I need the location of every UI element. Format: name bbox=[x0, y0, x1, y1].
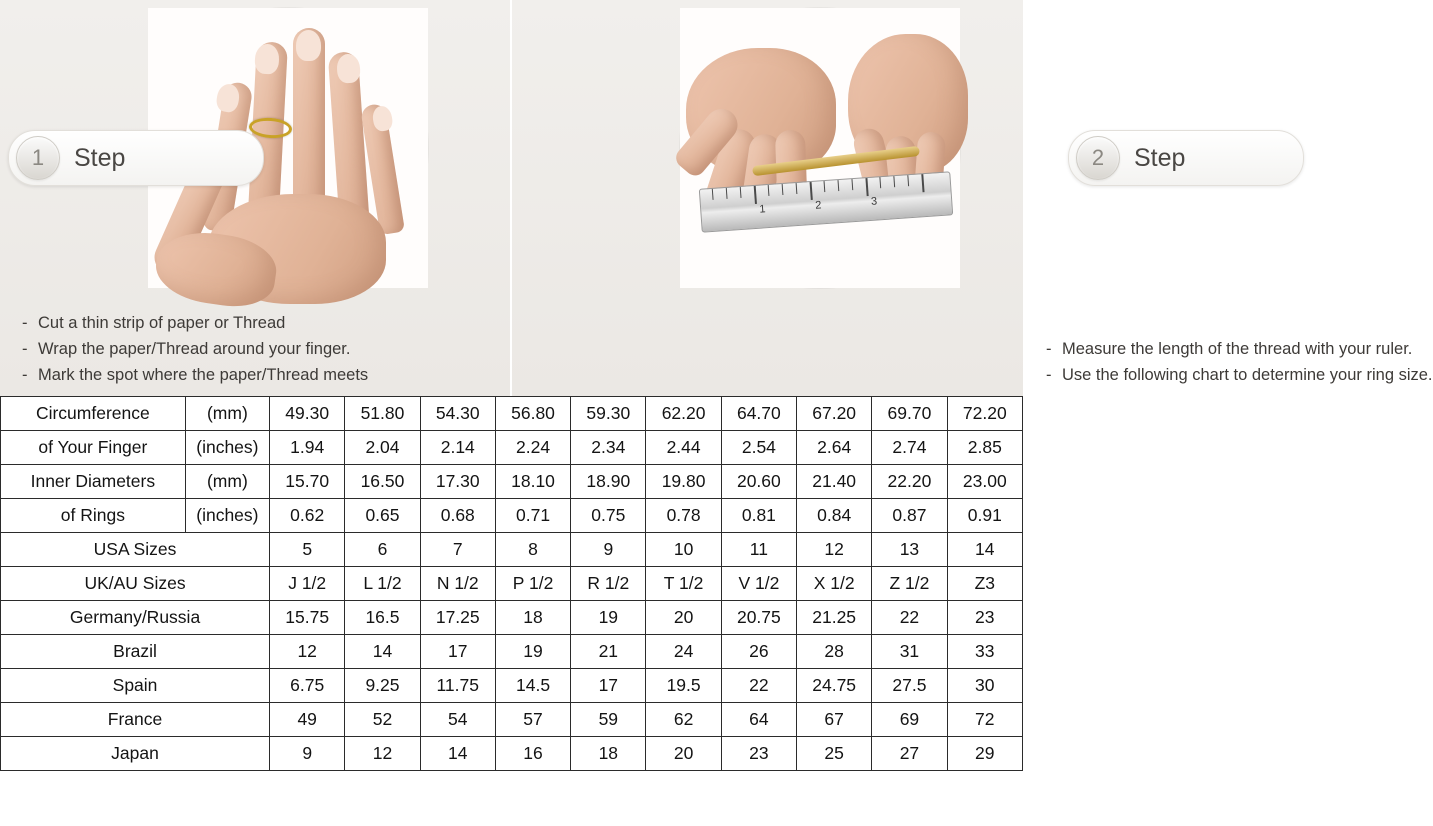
cell: L 1/2 bbox=[345, 567, 420, 601]
table-row bbox=[1, 397, 1023, 431]
instruction-item: - Mark the spot where the paper/Thread meets bbox=[22, 366, 369, 384]
cell: 14.5 bbox=[495, 669, 570, 703]
cell: 33 bbox=[947, 635, 1022, 669]
cell: 52 bbox=[345, 703, 420, 737]
cell: 18 bbox=[571, 737, 646, 771]
row-label: Circumference bbox=[1, 397, 186, 431]
cell: 59 bbox=[571, 703, 646, 737]
cell: 0.84 bbox=[797, 499, 872, 533]
cell: 2.44 bbox=[646, 431, 721, 465]
ruler-mark: 3 bbox=[870, 195, 878, 208]
cell: 2.24 bbox=[495, 431, 570, 465]
row-label: Spain bbox=[1, 669, 270, 703]
cell: 25 bbox=[797, 737, 872, 771]
cell: 2.14 bbox=[420, 431, 495, 465]
cell: 14 bbox=[345, 635, 420, 669]
cell: 8 bbox=[495, 533, 570, 567]
cell: P 1/2 bbox=[495, 567, 570, 601]
cell: T 1/2 bbox=[646, 567, 721, 601]
cell: 20.75 bbox=[721, 601, 796, 635]
cell: 17.25 bbox=[420, 601, 495, 635]
cell: 2.34 bbox=[571, 431, 646, 465]
cell: Z 1/2 bbox=[872, 567, 947, 601]
cell: 17 bbox=[571, 669, 646, 703]
row-label: UK/AU Sizes bbox=[1, 567, 270, 601]
cell: 0.71 bbox=[495, 499, 570, 533]
instruction-item: - Wrap the paper/Thread around your finger. bbox=[22, 340, 351, 358]
table-row bbox=[1, 431, 1023, 465]
row-label: USA Sizes bbox=[1, 533, 270, 567]
ruler-mark: 2 bbox=[814, 199, 822, 212]
cell: J 1/2 bbox=[270, 567, 345, 601]
cell: 1.94 bbox=[270, 431, 345, 465]
cell: 0.65 bbox=[345, 499, 420, 533]
table-row bbox=[1, 499, 1023, 533]
cell: 19.5 bbox=[646, 669, 721, 703]
step-2-panel bbox=[510, 0, 1433, 396]
table-row bbox=[1, 669, 1023, 703]
cell: 12 bbox=[345, 737, 420, 771]
cell: 27.5 bbox=[872, 669, 947, 703]
cell: 22.20 bbox=[872, 465, 947, 499]
cell: 69 bbox=[872, 703, 947, 737]
cell: 17 bbox=[420, 635, 495, 669]
cell: 30 bbox=[947, 669, 1022, 703]
cell: 16.50 bbox=[345, 465, 420, 499]
cell: 2.85 bbox=[947, 431, 1022, 465]
cell: 11.75 bbox=[420, 669, 495, 703]
cell: 22 bbox=[721, 669, 796, 703]
cell: 21 bbox=[571, 635, 646, 669]
row-unit: (mm) bbox=[185, 397, 269, 431]
row-unit: (mm) bbox=[185, 465, 269, 499]
cell: N 1/2 bbox=[420, 567, 495, 601]
cell: 62.20 bbox=[646, 397, 721, 431]
step-1-instructions bbox=[22, 310, 368, 388]
cell: 54.30 bbox=[420, 397, 495, 431]
table-row bbox=[1, 703, 1023, 737]
instruction-item: - Measure the length of the thread with your ruler. bbox=[1046, 340, 1413, 358]
cell: 62 bbox=[646, 703, 721, 737]
cell: 17.30 bbox=[420, 465, 495, 499]
cell: 15.70 bbox=[270, 465, 345, 499]
instruction-item: - Use the following chart to determine your ring size. bbox=[1046, 366, 1433, 384]
cell: 9.25 bbox=[345, 669, 420, 703]
cell: 12 bbox=[797, 533, 872, 567]
cell: 5 bbox=[270, 533, 345, 567]
row-label: Germany/Russia bbox=[1, 601, 270, 635]
cell: 12 bbox=[270, 635, 345, 669]
cell: 0.78 bbox=[646, 499, 721, 533]
row-label: of Rings bbox=[1, 499, 186, 533]
cell: 20.60 bbox=[721, 465, 796, 499]
table-row bbox=[1, 635, 1023, 669]
cell: 16 bbox=[495, 737, 570, 771]
step-1-panel bbox=[0, 0, 510, 396]
cell: 59.30 bbox=[571, 397, 646, 431]
table-row bbox=[1, 465, 1023, 499]
ruler-mark: 1 bbox=[758, 203, 766, 216]
cell: R 1/2 bbox=[571, 567, 646, 601]
row-unit: (inches) bbox=[185, 499, 269, 533]
cell: 29 bbox=[947, 737, 1022, 771]
row-label: France bbox=[1, 703, 270, 737]
table-row bbox=[1, 601, 1023, 635]
cell: 64.70 bbox=[721, 397, 796, 431]
row-label: of Your Finger bbox=[1, 431, 186, 465]
instruction-item: - Cut a thin strip of paper or Thread bbox=[22, 314, 286, 332]
cell: 31 bbox=[872, 635, 947, 669]
cell: 16.5 bbox=[345, 601, 420, 635]
hand-measuring-thread-with-ruler-photo bbox=[680, 8, 960, 288]
cell: 23.00 bbox=[947, 465, 1022, 499]
cell: 20 bbox=[646, 737, 721, 771]
cell: 6 bbox=[345, 533, 420, 567]
cell: X 1/2 bbox=[797, 567, 872, 601]
cell: 15.75 bbox=[270, 601, 345, 635]
cell: 0.91 bbox=[947, 499, 1022, 533]
cell: V 1/2 bbox=[721, 567, 796, 601]
cell: 14 bbox=[420, 737, 495, 771]
cell: 49 bbox=[270, 703, 345, 737]
cell: 14 bbox=[947, 533, 1022, 567]
cell: 2.64 bbox=[797, 431, 872, 465]
step-1-number: 1 bbox=[16, 136, 60, 180]
cell: 56.80 bbox=[495, 397, 570, 431]
cell: 18 bbox=[495, 601, 570, 635]
cell: Z3 bbox=[947, 567, 1022, 601]
cell: 2.04 bbox=[345, 431, 420, 465]
cell: 72.20 bbox=[947, 397, 1022, 431]
row-label: Brazil bbox=[1, 635, 270, 669]
cell: 26 bbox=[721, 635, 796, 669]
cell: 0.81 bbox=[721, 499, 796, 533]
cell: 54 bbox=[420, 703, 495, 737]
cell: 19.80 bbox=[646, 465, 721, 499]
cell: 21.40 bbox=[797, 465, 872, 499]
cell: 9 bbox=[270, 737, 345, 771]
step-1-badge bbox=[8, 130, 264, 186]
step-2-instructions bbox=[1024, 336, 1433, 388]
row-label: Japan bbox=[1, 737, 270, 771]
cell: 6.75 bbox=[270, 669, 345, 703]
table-row bbox=[1, 737, 1023, 771]
cell: 51.80 bbox=[345, 397, 420, 431]
row-label: Inner Diameters bbox=[1, 465, 186, 499]
cell: 57 bbox=[495, 703, 570, 737]
cell: 0.68 bbox=[420, 499, 495, 533]
step-2-badge bbox=[1068, 130, 1304, 186]
cell: 24.75 bbox=[797, 669, 872, 703]
steps-section bbox=[0, 0, 1433, 396]
cell: 27 bbox=[872, 737, 947, 771]
cell: 10 bbox=[646, 533, 721, 567]
table-row bbox=[1, 533, 1023, 567]
cell: 18.10 bbox=[495, 465, 570, 499]
cell: 28 bbox=[797, 635, 872, 669]
step-1-label: Step bbox=[74, 143, 126, 172]
cell: 19 bbox=[571, 601, 646, 635]
cell: 49.30 bbox=[270, 397, 345, 431]
cell: 13 bbox=[872, 533, 947, 567]
cell: 67 bbox=[797, 703, 872, 737]
cell: 21.25 bbox=[797, 601, 872, 635]
step-2-label: Step bbox=[1134, 143, 1186, 172]
cell: 67.20 bbox=[797, 397, 872, 431]
cell: 22 bbox=[872, 601, 947, 635]
cell: 23 bbox=[721, 737, 796, 771]
cell: 19 bbox=[495, 635, 570, 669]
table-row bbox=[1, 567, 1023, 601]
cell: 11 bbox=[721, 533, 796, 567]
cell: 20 bbox=[646, 601, 721, 635]
cell: 0.62 bbox=[270, 499, 345, 533]
row-unit: (inches) bbox=[185, 431, 269, 465]
cell: 9 bbox=[571, 533, 646, 567]
cell: 0.75 bbox=[571, 499, 646, 533]
cell: 23 bbox=[947, 601, 1022, 635]
step-2-number: 2 bbox=[1076, 136, 1120, 180]
cell: 2.74 bbox=[872, 431, 947, 465]
cell: 2.54 bbox=[721, 431, 796, 465]
cell: 0.87 bbox=[872, 499, 947, 533]
cell: 7 bbox=[420, 533, 495, 567]
cell: 69.70 bbox=[872, 397, 947, 431]
ring-size-chart-table bbox=[0, 396, 1023, 771]
cell: 24 bbox=[646, 635, 721, 669]
cell: 64 bbox=[721, 703, 796, 737]
cell: 72 bbox=[947, 703, 1022, 737]
cell: 18.90 bbox=[571, 465, 646, 499]
